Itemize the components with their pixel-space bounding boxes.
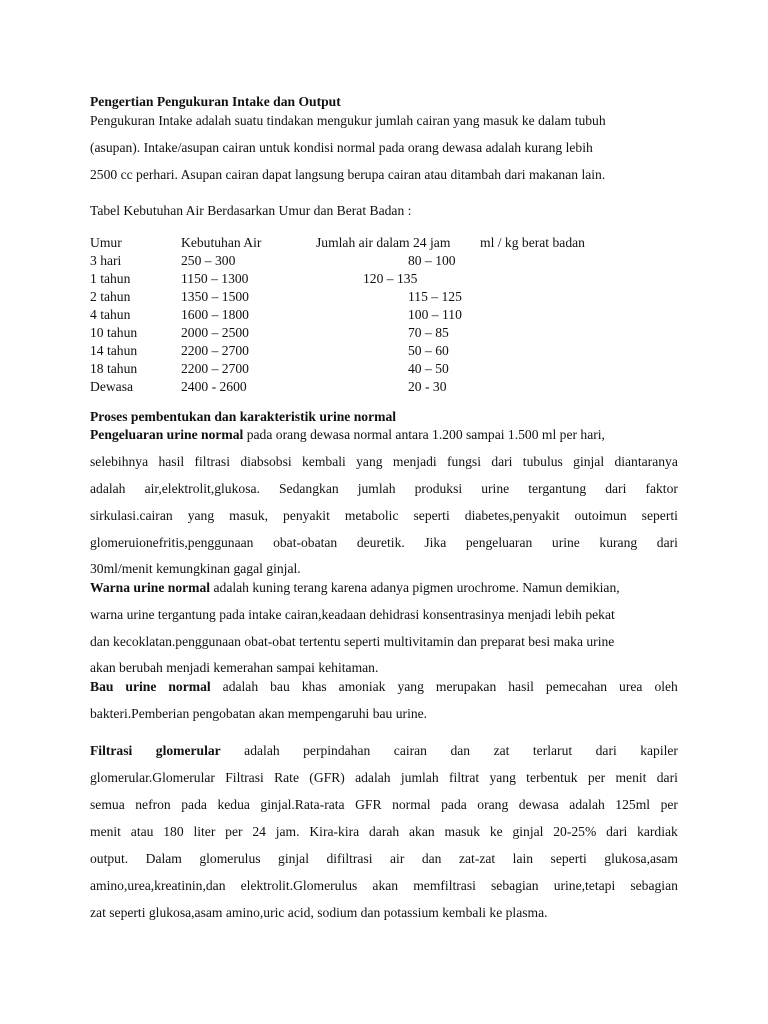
word: kurang: [599, 535, 638, 550]
term-word: normal: [168, 679, 211, 694]
term-word: glomerular: [155, 743, 221, 758]
table-row: [90, 306, 678, 324]
word: filtrat: [448, 770, 480, 785]
cell-ml: 40 – 50: [408, 361, 449, 376]
table-row: [90, 288, 678, 306]
word: oleh: [654, 679, 678, 694]
table-row: [90, 270, 678, 288]
cell-kebutuhan: 2200 – 2700: [181, 343, 249, 358]
word: outoimun: [574, 508, 627, 523]
word: menit: [615, 770, 647, 785]
word: output.: [90, 851, 129, 866]
word: jam.: [275, 824, 300, 839]
word: sebagian: [491, 878, 539, 893]
section-title-urine: Proses pembentukan dan karakteristik urine normal: [90, 409, 397, 424]
word: merupakan: [435, 679, 497, 694]
word: produksi: [414, 481, 463, 496]
word: GFR: [355, 797, 382, 812]
word: terbentuk: [526, 770, 578, 785]
filtrasi-paragraph: [90, 737, 678, 926]
cell-umur: 2 tahun: [90, 289, 131, 304]
word: menjadi: [392, 454, 437, 469]
word: orang: [477, 797, 509, 812]
word: Rate: [274, 770, 299, 785]
term-pengeluaran: Pengeluaran urine normal: [90, 427, 244, 442]
term-word: urine: [125, 679, 157, 694]
paragraph-line: 30ml/menit kemungkinan gagal ginjal.: [90, 561, 301, 576]
intake-paragraph: [90, 107, 678, 188]
word: atau: [130, 824, 154, 839]
word: dari: [656, 770, 678, 785]
table-row: [90, 342, 678, 360]
paragraph-line: zat seperti glukosa,asam amino,uric acid, sodium dan potassium kembali ke plasma.: [90, 905, 548, 920]
word: jumlah: [400, 770, 439, 785]
justified-line: [90, 791, 678, 818]
word: 180: [163, 824, 184, 839]
word: dari: [595, 743, 617, 758]
table-header-row: [90, 234, 678, 252]
word: semua: [90, 797, 125, 812]
word: jumlah: [357, 481, 396, 496]
word: faktor: [645, 481, 678, 496]
justified-line-lead: [90, 673, 678, 700]
word: adalah: [569, 797, 605, 812]
cell-kebutuhan: 2200 – 2700: [181, 361, 249, 376]
cell-kebutuhan: 1350 – 1500: [181, 289, 249, 304]
pengeluaran-paragraph: [90, 421, 678, 578]
word: ginjal: [512, 824, 544, 839]
document-page: [90, 93, 678, 926]
cell-umur: 10 tahun: [90, 325, 138, 340]
cell-ml: 70 – 85: [408, 325, 449, 340]
word: urine,tetapi: [553, 878, 616, 893]
cell-umur: 3 hari: [90, 253, 122, 268]
word: elektrolit.Glomerulus: [240, 878, 358, 893]
word: obat-obatan: [273, 535, 338, 550]
table-row: [90, 378, 678, 396]
table-row: [90, 252, 678, 270]
word: urine: [481, 481, 510, 496]
word: penyakit: [283, 508, 330, 523]
word: glomeruionefritis,penggunaan: [90, 535, 254, 550]
word: khas: [301, 679, 327, 694]
word: Jika: [424, 535, 447, 550]
header-kebutuhan: Kebutuhan Air: [181, 235, 262, 250]
word: ginjal.Rata-rata: [260, 797, 345, 812]
word: dan: [421, 851, 442, 866]
justified-line: [90, 448, 678, 475]
word: selebihnya: [90, 454, 149, 469]
word: kardiak: [637, 824, 678, 839]
word: per: [225, 824, 243, 839]
word: glomerulus: [199, 851, 261, 866]
word: adalah: [222, 679, 259, 694]
word: ke: [489, 824, 503, 839]
paragraph-line: warna urine tergantung pada intake cairan,keadaan dehidrasi konsentrasinya menjadi lebih pekat: [90, 607, 615, 622]
justified-line: [90, 872, 678, 899]
word: Dalam: [145, 851, 182, 866]
cell-umur: 4 tahun: [90, 307, 131, 322]
word: dari: [491, 454, 513, 469]
word: difiltrasi: [326, 851, 373, 866]
word: amino,urea,kreatinin,dan: [90, 878, 226, 893]
word: 20-25%: [553, 824, 597, 839]
justified-line: [90, 818, 678, 845]
word: tubulus: [522, 454, 563, 469]
word: hasil: [158, 454, 185, 469]
paragraph-line: (asupan). Intake/asupan cairan untuk kondisi normal pada orang dewasa adalah kurang lebih: [90, 140, 593, 155]
word: bau: [270, 679, 290, 694]
word: kedua: [217, 797, 250, 812]
word: fungsi: [447, 454, 481, 469]
cell-kebutuhan: 2400 - 2600: [181, 379, 247, 394]
word: air: [390, 851, 405, 866]
word: seperti: [413, 508, 450, 523]
cell-umur: 1 tahun: [90, 271, 131, 286]
word: yang: [489, 770, 516, 785]
warna-paragraph: [90, 574, 678, 677]
paragraph-line: 2500 cc perhari. Asupan cairan dapat langsung berupa cairan atau ditambah dari makanan lain.: [90, 167, 606, 182]
word: terlarut: [532, 743, 573, 758]
word: darah: [369, 824, 400, 839]
cell-kebutuhan: 2000 – 2500: [181, 325, 249, 340]
word: adalah: [90, 481, 126, 496]
word: yang: [397, 679, 424, 694]
word: diabetes,penyakit: [464, 508, 560, 523]
word: air,elektrolit,glukosa.: [144, 481, 260, 496]
water-needs-table: [90, 234, 678, 396]
header-umur: Umur: [90, 235, 122, 250]
word: Filtrasi: [225, 770, 264, 785]
justified-line: [90, 475, 678, 502]
paragraph-line: akan berubah menjadi kemerahan sampai kehitaman.: [90, 660, 379, 675]
word: 125ml: [615, 797, 651, 812]
word: akan: [409, 824, 435, 839]
term-word: Bau: [90, 679, 114, 694]
word: Sedangkan: [279, 481, 339, 496]
word: liter: [193, 824, 216, 839]
word: cairan: [393, 743, 427, 758]
word: pemecahan: [545, 679, 608, 694]
word: dari: [656, 535, 678, 550]
header-ml: ml / kg berat badan: [480, 235, 585, 250]
word: masuk,: [229, 508, 269, 523]
paragraph-line: bakteri.Pemberian pengobatan akan mempengaruhi bau urine.: [90, 706, 428, 721]
word: kapiler: [640, 743, 678, 758]
word: lain: [512, 851, 534, 866]
cell-umur: Dewasa: [90, 379, 134, 394]
section-title-intake-output: Pengertian Pengukuran Intake dan Output: [90, 94, 341, 109]
word: yang: [187, 508, 215, 523]
word: dari: [605, 481, 627, 496]
word: adalah: [244, 743, 280, 758]
word: per: [587, 770, 606, 785]
cell-umur: 18 tahun: [90, 361, 138, 376]
word: yang: [356, 454, 383, 469]
cell-kebutuhan: 1150 – 1300: [181, 271, 249, 286]
word: glukosa,asam: [604, 851, 678, 866]
word: nefron: [135, 797, 171, 812]
word: diabsobsi: [240, 454, 292, 469]
cell-umur: 14 tahun: [90, 343, 138, 358]
justified-line: [90, 764, 678, 791]
word: (GFR): [309, 770, 345, 785]
word: zat-zat: [458, 851, 496, 866]
word: urine: [551, 535, 580, 550]
paragraph-line: Pengukuran Intake adalah suatu tindakan mengukur jumlah cairan yang masuk ke dalam tubuh: [90, 113, 606, 128]
table-row: [90, 324, 678, 342]
cell-ml: 120 – 135: [363, 271, 418, 286]
cell-kebutuhan: 250 – 300: [181, 253, 236, 268]
header-jumlah: Jumlah air dalam 24 jam: [316, 235, 451, 250]
word: akan: [372, 878, 399, 893]
word: adalah: [355, 770, 391, 785]
cell-ml: 80 – 100: [408, 253, 456, 268]
word: masuk: [444, 824, 480, 839]
cell-ml: 50 – 60: [408, 343, 449, 358]
word: glomerular.Glomerular: [90, 770, 215, 785]
word: seperti: [550, 851, 587, 866]
term-warna: Warna urine normal: [90, 580, 211, 595]
word: pada: [181, 797, 207, 812]
cell-ml: 115 – 125: [408, 289, 462, 304]
word: per: [660, 797, 678, 812]
term-word: Filtrasi: [90, 743, 133, 758]
word: dewasa: [518, 797, 559, 812]
word: normal: [392, 797, 431, 812]
word: zat: [493, 743, 510, 758]
word: memfiltrasi: [413, 878, 476, 893]
word: kembali: [302, 454, 346, 469]
word: sebagian: [630, 878, 678, 893]
paragraph-line: [90, 421, 678, 448]
word: perpindahan: [303, 743, 371, 758]
paragraph-line: dan kecoklatan.penggunaan obat-obat tertentu seperti multivitamin dan preparat besi maka urine: [90, 634, 615, 649]
word: pengeluaran: [465, 535, 533, 550]
paragraph-text: adalah kuning terang karena adanya pigmen urochrome. Namun demikian,: [210, 580, 620, 595]
word: deuretik.: [356, 535, 405, 550]
cell-ml: 20 - 30: [408, 379, 447, 394]
cell-kebutuhan: 1600 – 1800: [181, 307, 249, 322]
table-row: [90, 360, 678, 378]
word: 24: [252, 824, 266, 839]
paragraph-line: [90, 574, 678, 601]
cell-ml: 100 – 110: [408, 307, 462, 322]
word: urea: [619, 679, 643, 694]
table-intro: Tabel Kebutuhan Air Berdasarkan Umur dan Berat Badan :: [90, 203, 412, 218]
word: Kira-kira: [309, 824, 360, 839]
word: amoniak: [338, 679, 386, 694]
paragraph-text: pada orang dewasa normal antara 1.200 sampai 1.500 ml per hari,: [243, 427, 605, 442]
word: seperti: [641, 508, 678, 523]
justified-line: [90, 502, 678, 529]
word: tergantung: [528, 481, 587, 496]
justified-line-lead: [90, 737, 678, 764]
word: dari: [606, 824, 628, 839]
word: menit: [90, 824, 121, 839]
justified-line: [90, 529, 678, 556]
word: dan: [450, 743, 471, 758]
justified-line: [90, 845, 678, 872]
word: ginjal: [573, 454, 605, 469]
word: hasil: [508, 679, 534, 694]
word: diantaranya: [614, 454, 678, 469]
word: sirkulasi.cairan: [90, 508, 173, 523]
word: ginjal: [278, 851, 309, 866]
word: filtrasi: [194, 454, 230, 469]
word: metabolic: [344, 508, 399, 523]
bau-paragraph: [90, 673, 678, 727]
word: pada: [441, 797, 467, 812]
